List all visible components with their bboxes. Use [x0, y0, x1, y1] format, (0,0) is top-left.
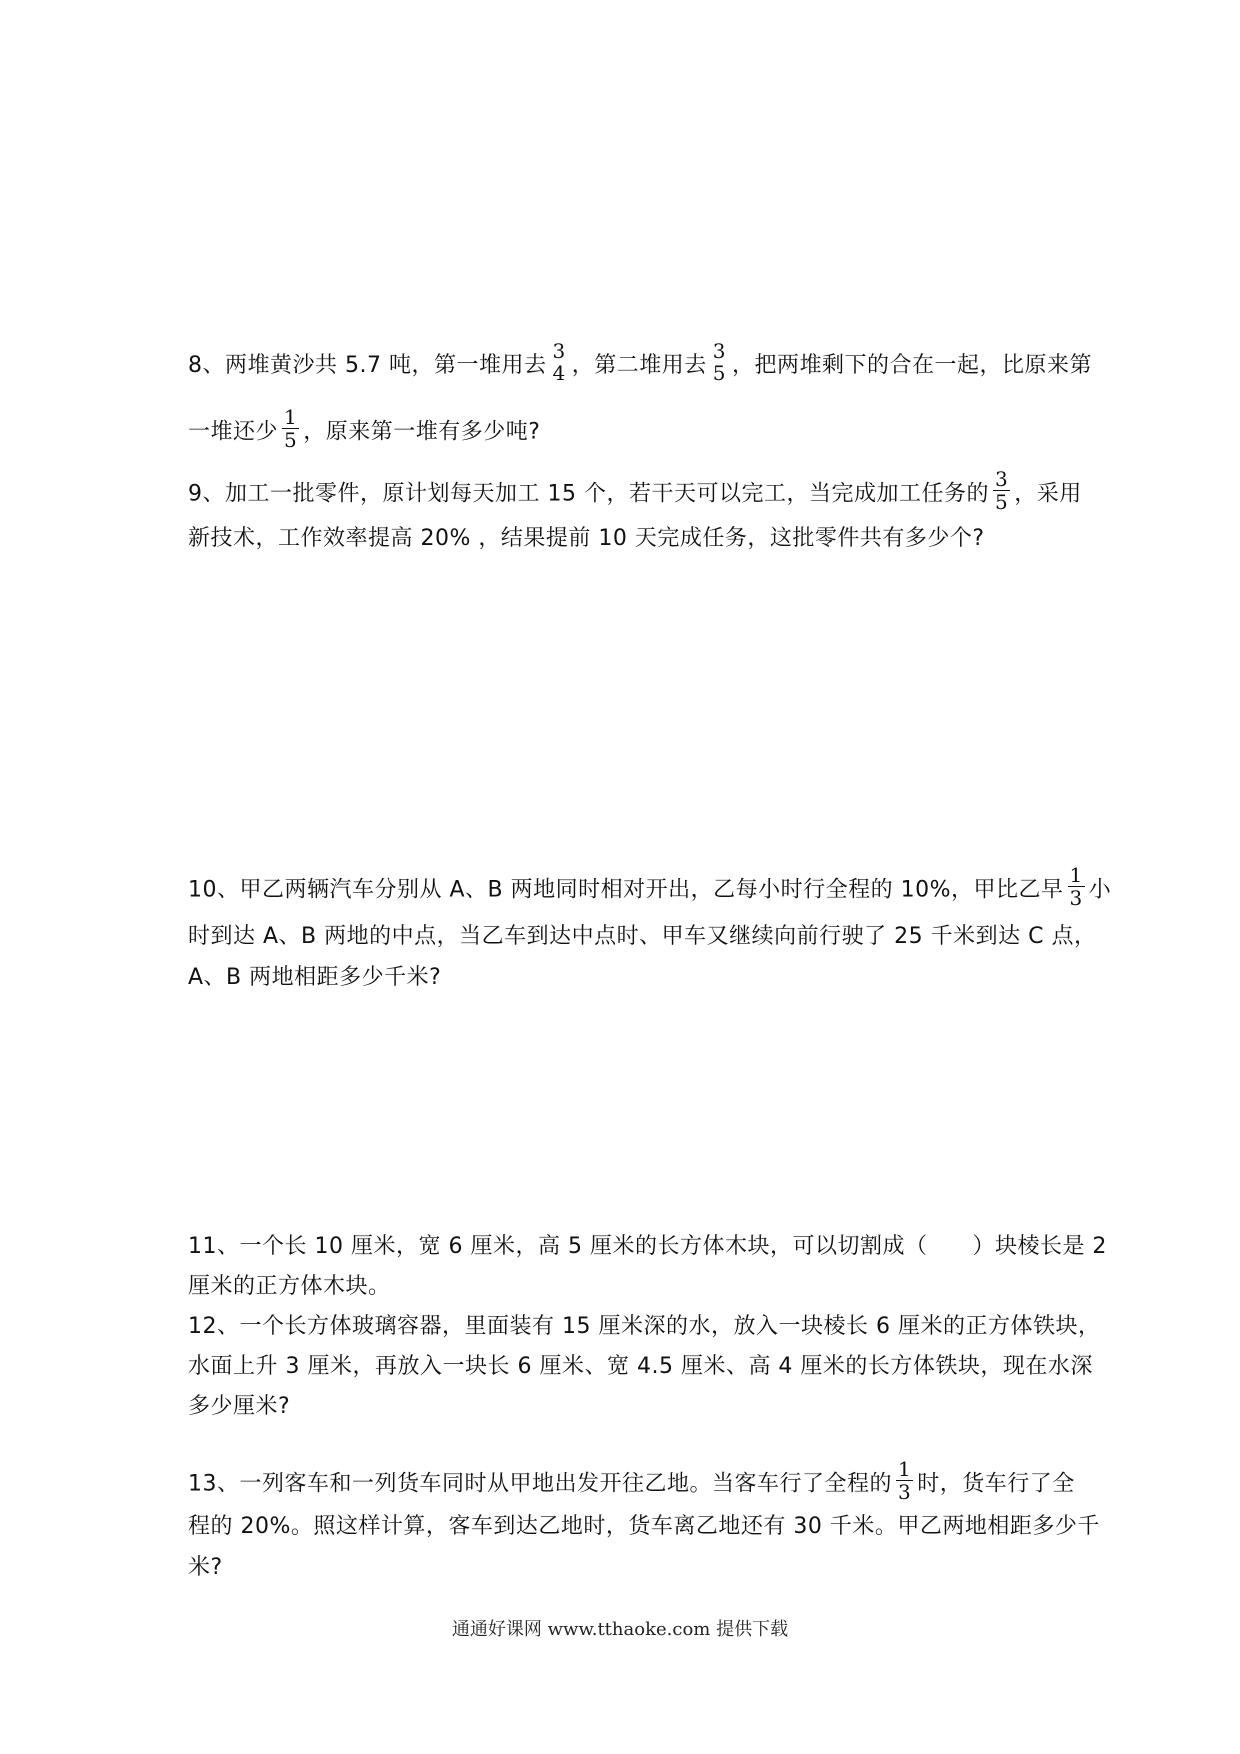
- q12-line-3: 多少厘米?: [188, 1394, 291, 1419]
- q8-fraction-3: $\frac{1}{5}$: [284, 405, 298, 452]
- q13-text-a: 13、一列客车和一列货车同时从甲地出发开往乙地。当客车行了全程的: [188, 1471, 892, 1497]
- q9-fraction: $\frac{3}{5}$: [994, 467, 1009, 514]
- q9-line-2: 新技术，工作效率提高 20% ，结果提前 10 天完成任务，这批零件共有多少个?: [188, 526, 985, 551]
- q8-text-e: ，原来第一堆有多少吨?: [303, 419, 541, 445]
- q8-line-2: [188, 405, 541, 455]
- q8-fraction-1: 3 4: [552, 339, 566, 385]
- q11-line-1: 11、一个长 10 厘米，宽 6 厘米，高 5 厘米的长方体木块，可以切割成（ ）块棱长是 2: [188, 1234, 1107, 1259]
- q13-fraction: $\frac{1}{3}$: [898, 1457, 912, 1504]
- footer-source: 通通好课网 www.tthaoke.com 提供下载: [451, 1619, 789, 1640]
- q8-line-1: [188, 339, 1092, 388]
- q13-text-b: 时，货车行了全: [917, 1471, 1075, 1497]
- q13-line-3: 米?: [188, 1555, 223, 1580]
- q8-fraction-2: 3 5: [712, 339, 726, 385]
- q9-text-a: 9、加工一批零件，原计划每天加工 15 个，若干天可以完工，当完成加工任务的: [188, 481, 989, 507]
- q12-line-1: 12、一个长方体玻璃容器，里面装有 15 厘米深的水，放入一块棱长 6 厘米的正方体铁块，: [188, 1314, 1101, 1339]
- q10-line-1: [188, 863, 1112, 913]
- q8-text-b: ，第二堆用去: [571, 353, 707, 378]
- q9-line-1: [188, 467, 1082, 517]
- q13-line-1: [188, 1457, 1075, 1507]
- q10-line-2: 时到达 A、B 两地的中点，当乙车到达中点时、甲车又继续向前行驶了 25 千米到达 C 点，: [188, 924, 1097, 949]
- q13-line-2: 程的 20%。照这样计算，客车到达乙地时，货车离乙地还有 30 千米。甲乙两地相距多少千: [188, 1514, 1100, 1539]
- q10-text-b: 小: [1088, 877, 1112, 903]
- q11-line-2: 厘米的正方体木块。: [188, 1274, 391, 1299]
- q9-text-b: ，采用: [1014, 481, 1082, 507]
- q10-fraction: $\frac{1}{3}$: [1069, 863, 1083, 910]
- q8-text-d: 一堆还少: [188, 419, 279, 445]
- q12-line-2: 水面上升 3 厘米，再放入一块长 6 厘米、宽 4.5 厘米、高 4 厘米的长方体铁块，现在水深: [188, 1354, 1093, 1379]
- q10-text-a: 10、甲乙两辆汽车分别从 A、B 两地同时相对开出，乙每小时行全程的 10%，甲比乙早: [188, 877, 1064, 903]
- q10-line-3: A、B 两地相距多少千米?: [188, 965, 442, 990]
- q8-text-c: ，把两堆剩下的合在一起，比原来第: [731, 353, 1092, 378]
- q8-text-a: 8、两堆黄沙共 5.7 吨，第一堆用去: [188, 353, 547, 378]
